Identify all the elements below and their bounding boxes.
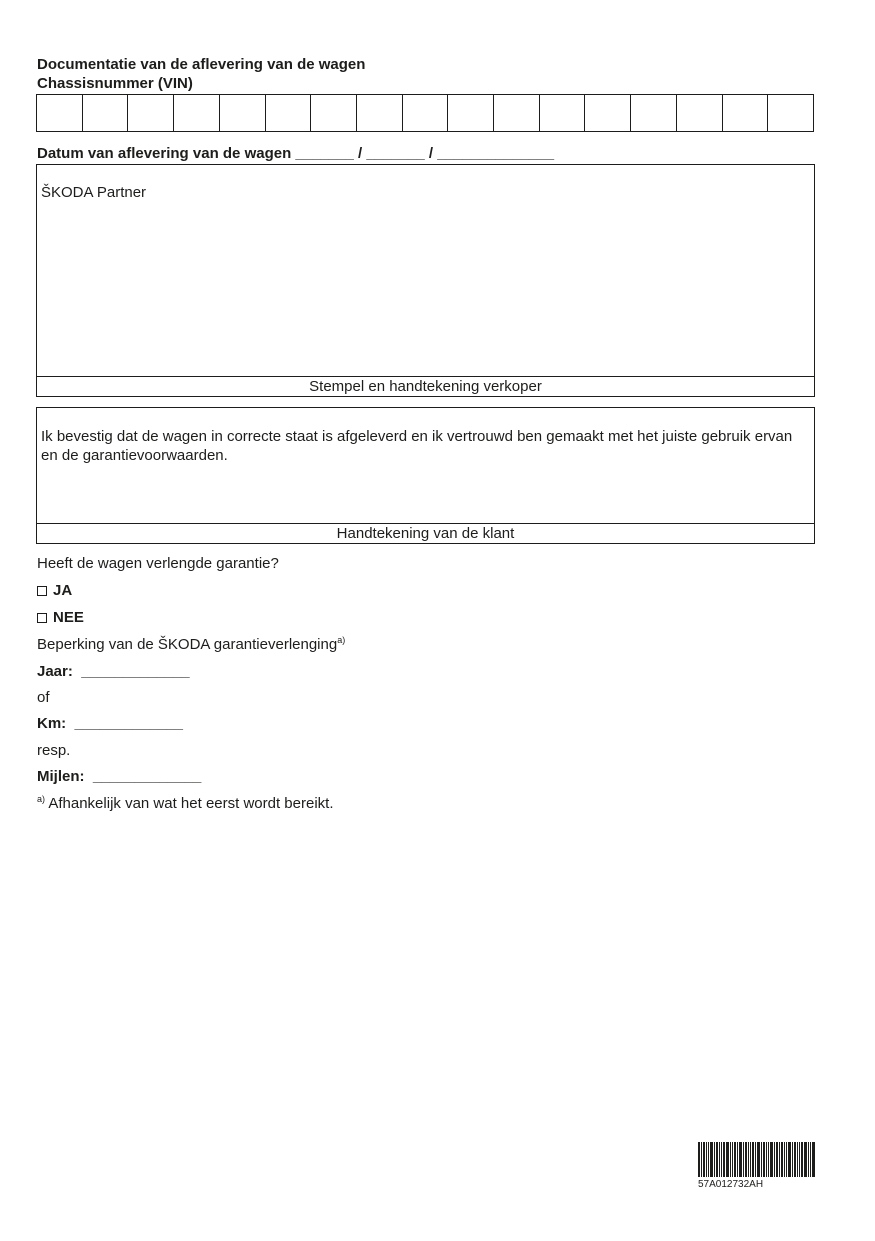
vin-character-box[interactable] [540,95,586,131]
vin-character-box[interactable] [494,95,540,131]
document-title: Documentatie van de aflevering van de wagen [37,56,366,73]
vin-label: Chassisnummer (VIN) [37,75,193,92]
footnote [37,795,334,813]
option-yes[interactable] [37,582,72,600]
resp-text: resp. [37,742,71,759]
vin-character-box[interactable] [403,95,449,131]
date-separator: / [353,145,367,162]
seller-box-text: ŠKODA Partner [41,184,147,201]
delivery-date-line [37,145,554,163]
year-blank[interactable]: _____________ [81,663,190,680]
delivery-date-label: Datum van aflevering van de wagen [37,145,292,162]
seller-signature-caption: Stempel en handtekening verkoper [37,376,814,396]
delivery-month-blank[interactable]: _______ [366,145,425,162]
year-field [37,663,190,681]
vin-character-box[interactable] [220,95,266,131]
vin-character-box[interactable] [37,95,83,131]
vin-character-box[interactable] [585,95,631,131]
date-separator: / [424,145,438,162]
delivery-day-blank[interactable]: _______ [295,145,354,162]
km-blank[interactable]: _____________ [74,715,183,732]
vin-character-box[interactable] [448,95,494,131]
vin-character-box[interactable] [768,95,814,131]
checkbox-yes[interactable] [37,586,47,596]
customer-signature-box[interactable] [36,407,815,544]
km-field [37,715,183,733]
year-label: Jaar: [37,663,73,680]
miles-blank[interactable]: _____________ [92,768,202,785]
vin-character-box[interactable] [83,95,129,131]
barcode-block [698,1142,815,1191]
warranty-limit-label [37,636,345,654]
barcode-icon [698,1142,815,1177]
or-text: of [37,689,50,706]
vin-character-box[interactable] [311,95,357,131]
footnote-text: Afhankelijk van wat het eerst wordt bereikt. [48,795,334,812]
vin-character-box[interactable] [266,95,312,131]
extended-warranty-question: Heeft de wagen verlengde garantie? [37,555,279,572]
miles-label: Mijlen: [37,768,85,785]
miles-field [37,768,201,786]
vin-character-box[interactable] [357,95,403,131]
vin-input-grid [36,94,814,132]
warranty-limit-text: Beperking van de ŠKODA garantieverlenging [37,636,338,653]
option-no-label: NEE [53,609,84,626]
footnote-mark: a) [37,794,46,804]
vin-character-box[interactable] [723,95,769,131]
customer-signature-caption: Handtekening van de klant [37,523,814,543]
checkbox-no[interactable] [37,613,47,623]
vin-character-box[interactable] [677,95,723,131]
vin-character-box[interactable] [174,95,220,131]
vin-character-box[interactable] [128,95,174,131]
km-label: Km: [37,715,67,732]
vin-character-box[interactable] [631,95,677,131]
customer-confirmation-text: Ik bevestig dat de wagen in correcte staat is afgeleverd en ik vertrouwd ben gemaakt met het juiste gebruik ervan en de garantievoorwaarden. [41,428,793,464]
footnote-reference: a) [337,635,346,645]
option-yes-label: JA [53,582,73,599]
seller-stamp-box[interactable] [36,164,815,397]
option-no[interactable] [37,609,84,627]
delivery-year-blank[interactable]: ______________ [437,145,555,162]
barcode-number: 57A012732AH [698,1179,764,1190]
